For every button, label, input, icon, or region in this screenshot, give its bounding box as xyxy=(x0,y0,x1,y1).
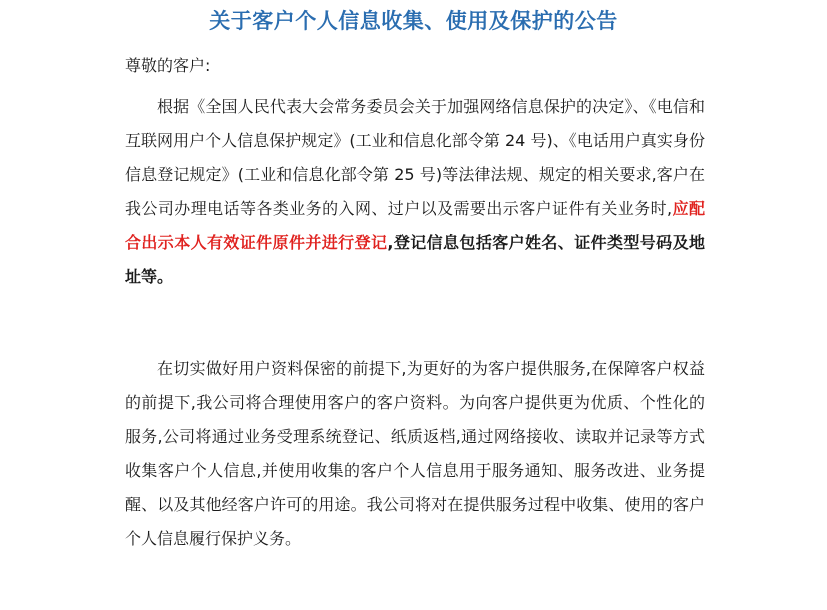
paragraph1-highlight-text: 应配合出示本人有效证件原件并进行登记 xyxy=(125,199,705,252)
paragraph1-bold-text: ,登记信息包括客户姓名、证件类型号码及地址等。 xyxy=(125,233,705,286)
paragraph1-normal-text: 根据《全国人民代表大会常务委员会关于加强网络信息保护的决定》、《电信和互联网用户个人信息保护规定》(工业和信息化部令第 24 号)、《电话用户真实身份信息登记规定》(工业和信息化部令第 25 号)等法律法规、规定的相关要求,客户在我公司办理电话等各类业务的入网、过户以及需要出示客户证件有关业务时, xyxy=(125,97,705,218)
paragraph-data-usage: 在切实做好用户资料保密的前提下,为更好的为客户提供服务,在保障客户权益的前提下,我公司将合理使用客户的客户资料。为向客户提供更为优质、个性化的服务,公司将通过业务受理系统登记、纸质返档,通过网络接收、读取并记录等方式收集客户个人信息,并使用收集的客户个人信息用于服务通知、服务改进、业务提醒、以及其他经客户许可的用途。我公司将对在提供服务过程中收集、使用的客户个人信息履行保护义务。 xyxy=(125,359,705,548)
paragraph-legal-basis xyxy=(125,90,705,294)
notice-title: 关于客户个人信息收集、使用及保护的公告 xyxy=(209,9,618,33)
greeting-text: 尊敬的客户: xyxy=(125,56,211,75)
